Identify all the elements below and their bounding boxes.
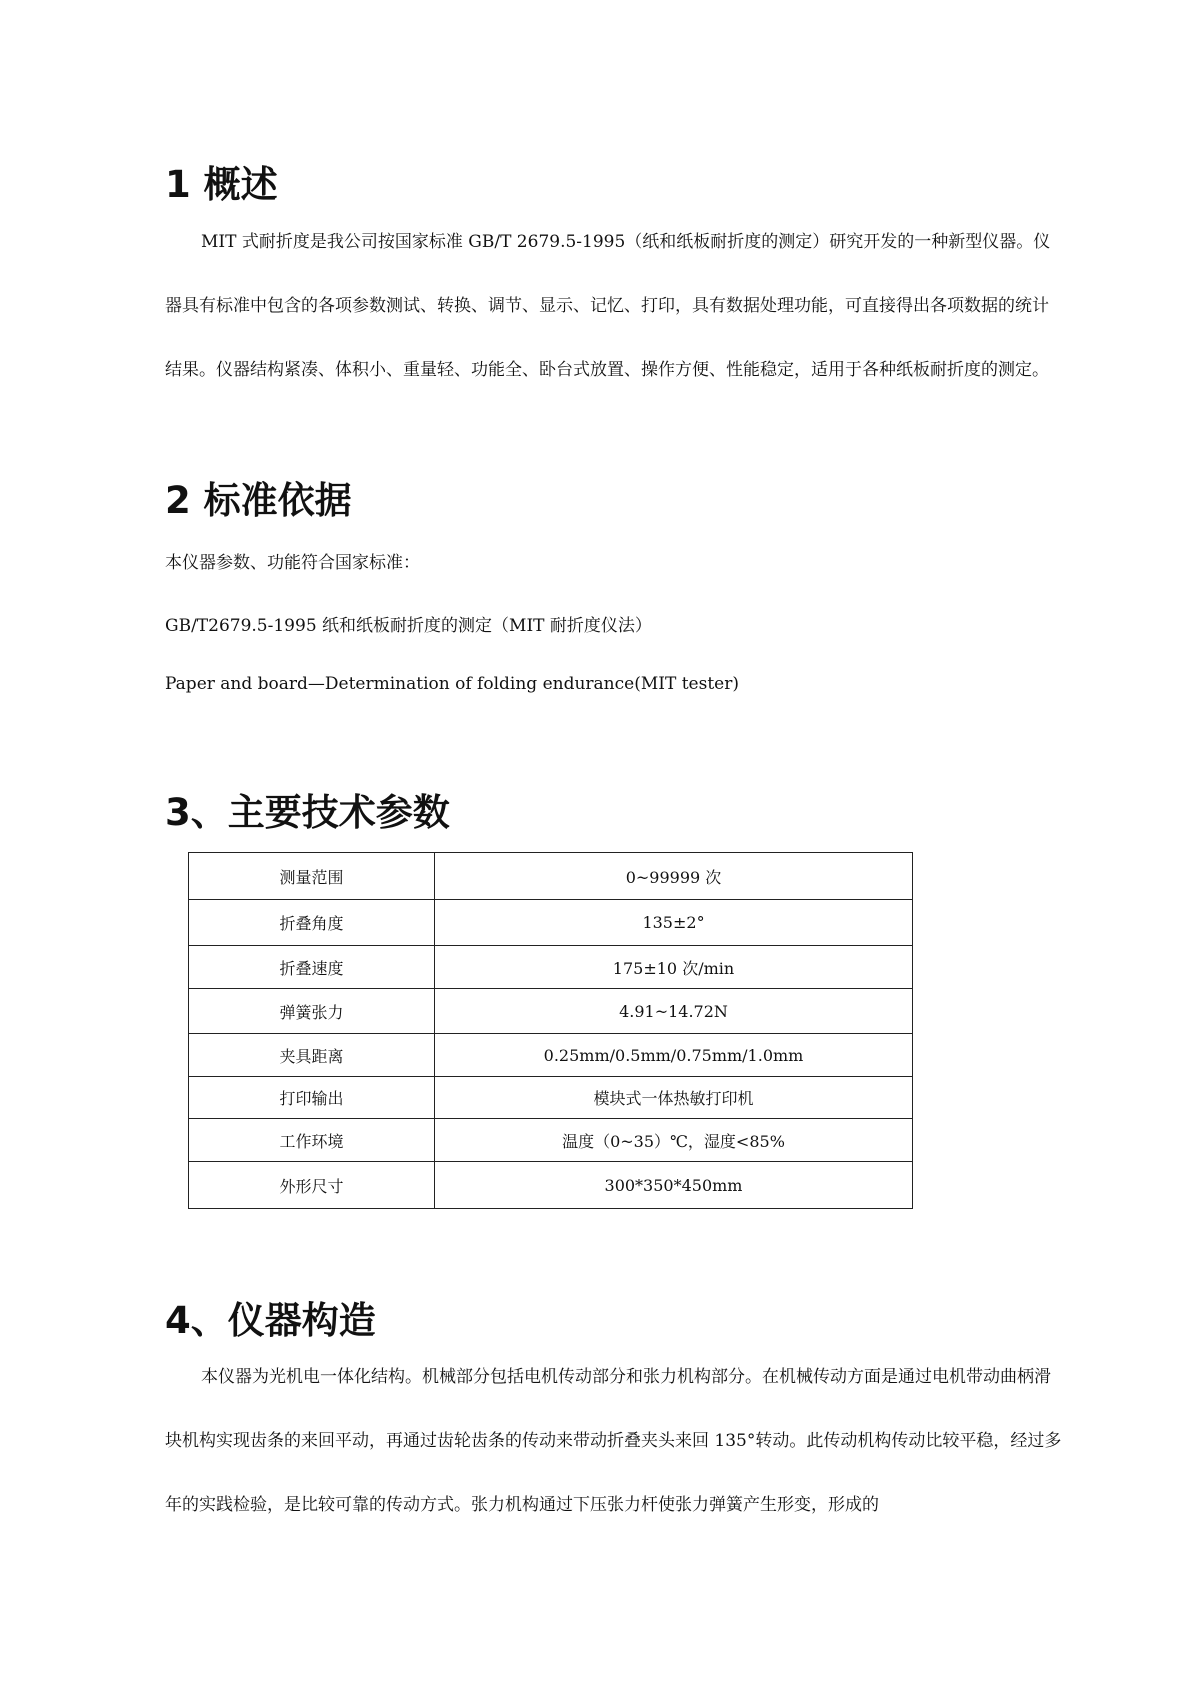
param-name: 折叠角度 [189,900,435,946]
param-name: 打印输出 [189,1077,435,1119]
section-4-text: 本仪器为光机电一体化结构。机械部分包括电机传动部分和张力机构部分。在机械传动方面是通过电机带动曲柄滑块机构实现齿条的来回平动，再通过齿轮齿条的传动来带动折叠夹头来回 135°转动。此传动机构传动比较平稳，经过多年的实践检验，是比较可靠的传动方式。张力机构通过下压张力杆使张力弹簧产生形变，形成的 [165,1367,1062,1515]
table-row [189,946,913,989]
param-value: 模块式一体热敏打印机 [435,1077,913,1119]
section-3-heading: 3、主要技术参数 [165,791,450,834]
param-value: 300*350*450mm [435,1162,913,1209]
param-name: 工作环境 [189,1119,435,1162]
param-name: 弹簧张力 [189,989,435,1034]
section-1-text: MIT 式耐折度是我公司按国家标准 GB/T 2679.5-1995（纸和纸板耐折度的测定）研究开发的一种新型仪器。仪器具有标准中包含的各项参数测试、转换、调节、显示、记忆、打印，具有数据处理功能，可直接得出各项数据的统计结果。仪器结构紧凑、体积小、重量轻、功能全、卧台式放置、操作方便、性能稳定，适用于各种纸板耐折度的测定。 [165,232,1051,380]
param-value: 0.25mm/0.5mm/0.75mm/1.0mm [435,1034,913,1077]
standard-english-line: Paper and board—Determination of folding endurance(MIT tester) [165,674,739,694]
standard-intro: 本仪器参数、功能符合国家标准： [165,553,420,573]
section-2-heading: 2 标准依据 [165,479,352,522]
param-value: 温度（0~35）℃，湿度<85% [435,1119,913,1162]
table-row [189,1034,913,1077]
table-row [189,1162,913,1209]
section-1-heading: 1 概述 [165,163,278,206]
param-value: 4.91~14.72N [435,989,913,1034]
standard-code-line: GB/T2679.5-1995 纸和纸板耐折度的测定（MIT 耐折度仪法） [165,616,652,636]
param-name: 测量范围 [189,853,435,900]
spec-table [188,852,913,1209]
param-name: 夹具距离 [189,1034,435,1077]
section-4-heading: 4、仪器构造 [165,1299,376,1342]
section-4-paragraph [165,1345,1065,1537]
table-row [189,1077,913,1119]
table-row [189,989,913,1034]
param-name: 折叠速度 [189,946,435,989]
param-value: 0~99999 次 [435,853,913,900]
param-value: 175±10 次/min [435,946,913,989]
table-row [189,853,913,900]
param-value: 135±2° [435,900,913,946]
param-name: 外形尺寸 [189,1162,435,1209]
section-1-paragraph [165,210,1065,402]
table-row [189,1119,913,1162]
table-row [189,900,913,946]
